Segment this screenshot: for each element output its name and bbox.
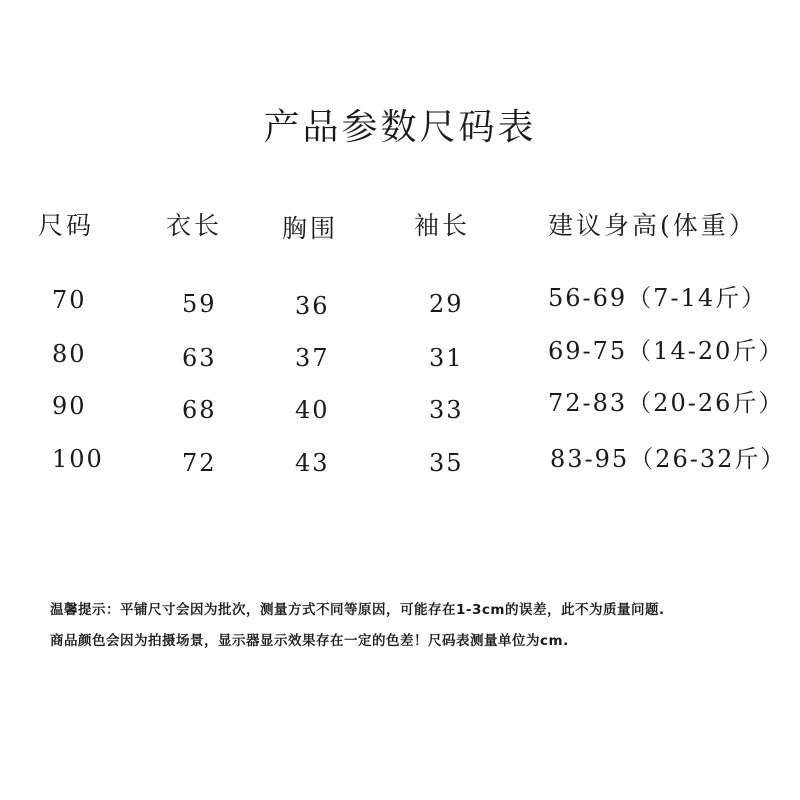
cell-size: 90	[52, 392, 87, 420]
cell-length: 68	[182, 396, 217, 424]
cell-length: 72	[182, 449, 217, 477]
cell-sleeve: 29	[429, 290, 464, 318]
cell-length: 59	[182, 290, 217, 318]
cell-size: 100	[52, 445, 104, 473]
header-length: 衣长	[166, 211, 223, 240]
cell-sleeve: 31	[429, 344, 464, 372]
cell-chest: 37	[295, 344, 330, 372]
cell-sleeve: 35	[429, 449, 464, 477]
cell-sleeve: 33	[429, 396, 464, 424]
header-sleeve: 袖长	[414, 211, 471, 240]
cell-size: 70	[52, 286, 87, 314]
cell-chest: 43	[295, 449, 330, 477]
cell-length: 63	[182, 344, 217, 372]
cell-chest: 40	[295, 396, 330, 424]
cell-height-weight: 56-69（7-14斤）	[548, 284, 768, 312]
header-chest: 胸围	[282, 214, 339, 243]
cell-height-weight: 69-75（14-20斤）	[548, 337, 785, 365]
header-size: 尺码	[38, 211, 95, 240]
cell-height-weight: 83-95（26-32斤）	[550, 445, 787, 473]
cell-height-weight: 72-83（20-26斤）	[548, 389, 785, 417]
header-recommended-height: 建议身高(体重）	[548, 211, 757, 240]
note-warm-tip: 温馨提示：平铺尺寸会因为批次，测量方式不同等原因，可能存在1-3cm的误差，此不为质量问题.	[50, 602, 665, 618]
cell-chest: 36	[295, 292, 330, 320]
page-title: 产品参数尺码表	[263, 107, 537, 148]
note-color-difference: 商品颜色会因为拍摄场景，显示器显示效果存在一定的色差！尺码表测量单位为cm.	[50, 633, 569, 649]
cell-size: 80	[52, 340, 87, 368]
